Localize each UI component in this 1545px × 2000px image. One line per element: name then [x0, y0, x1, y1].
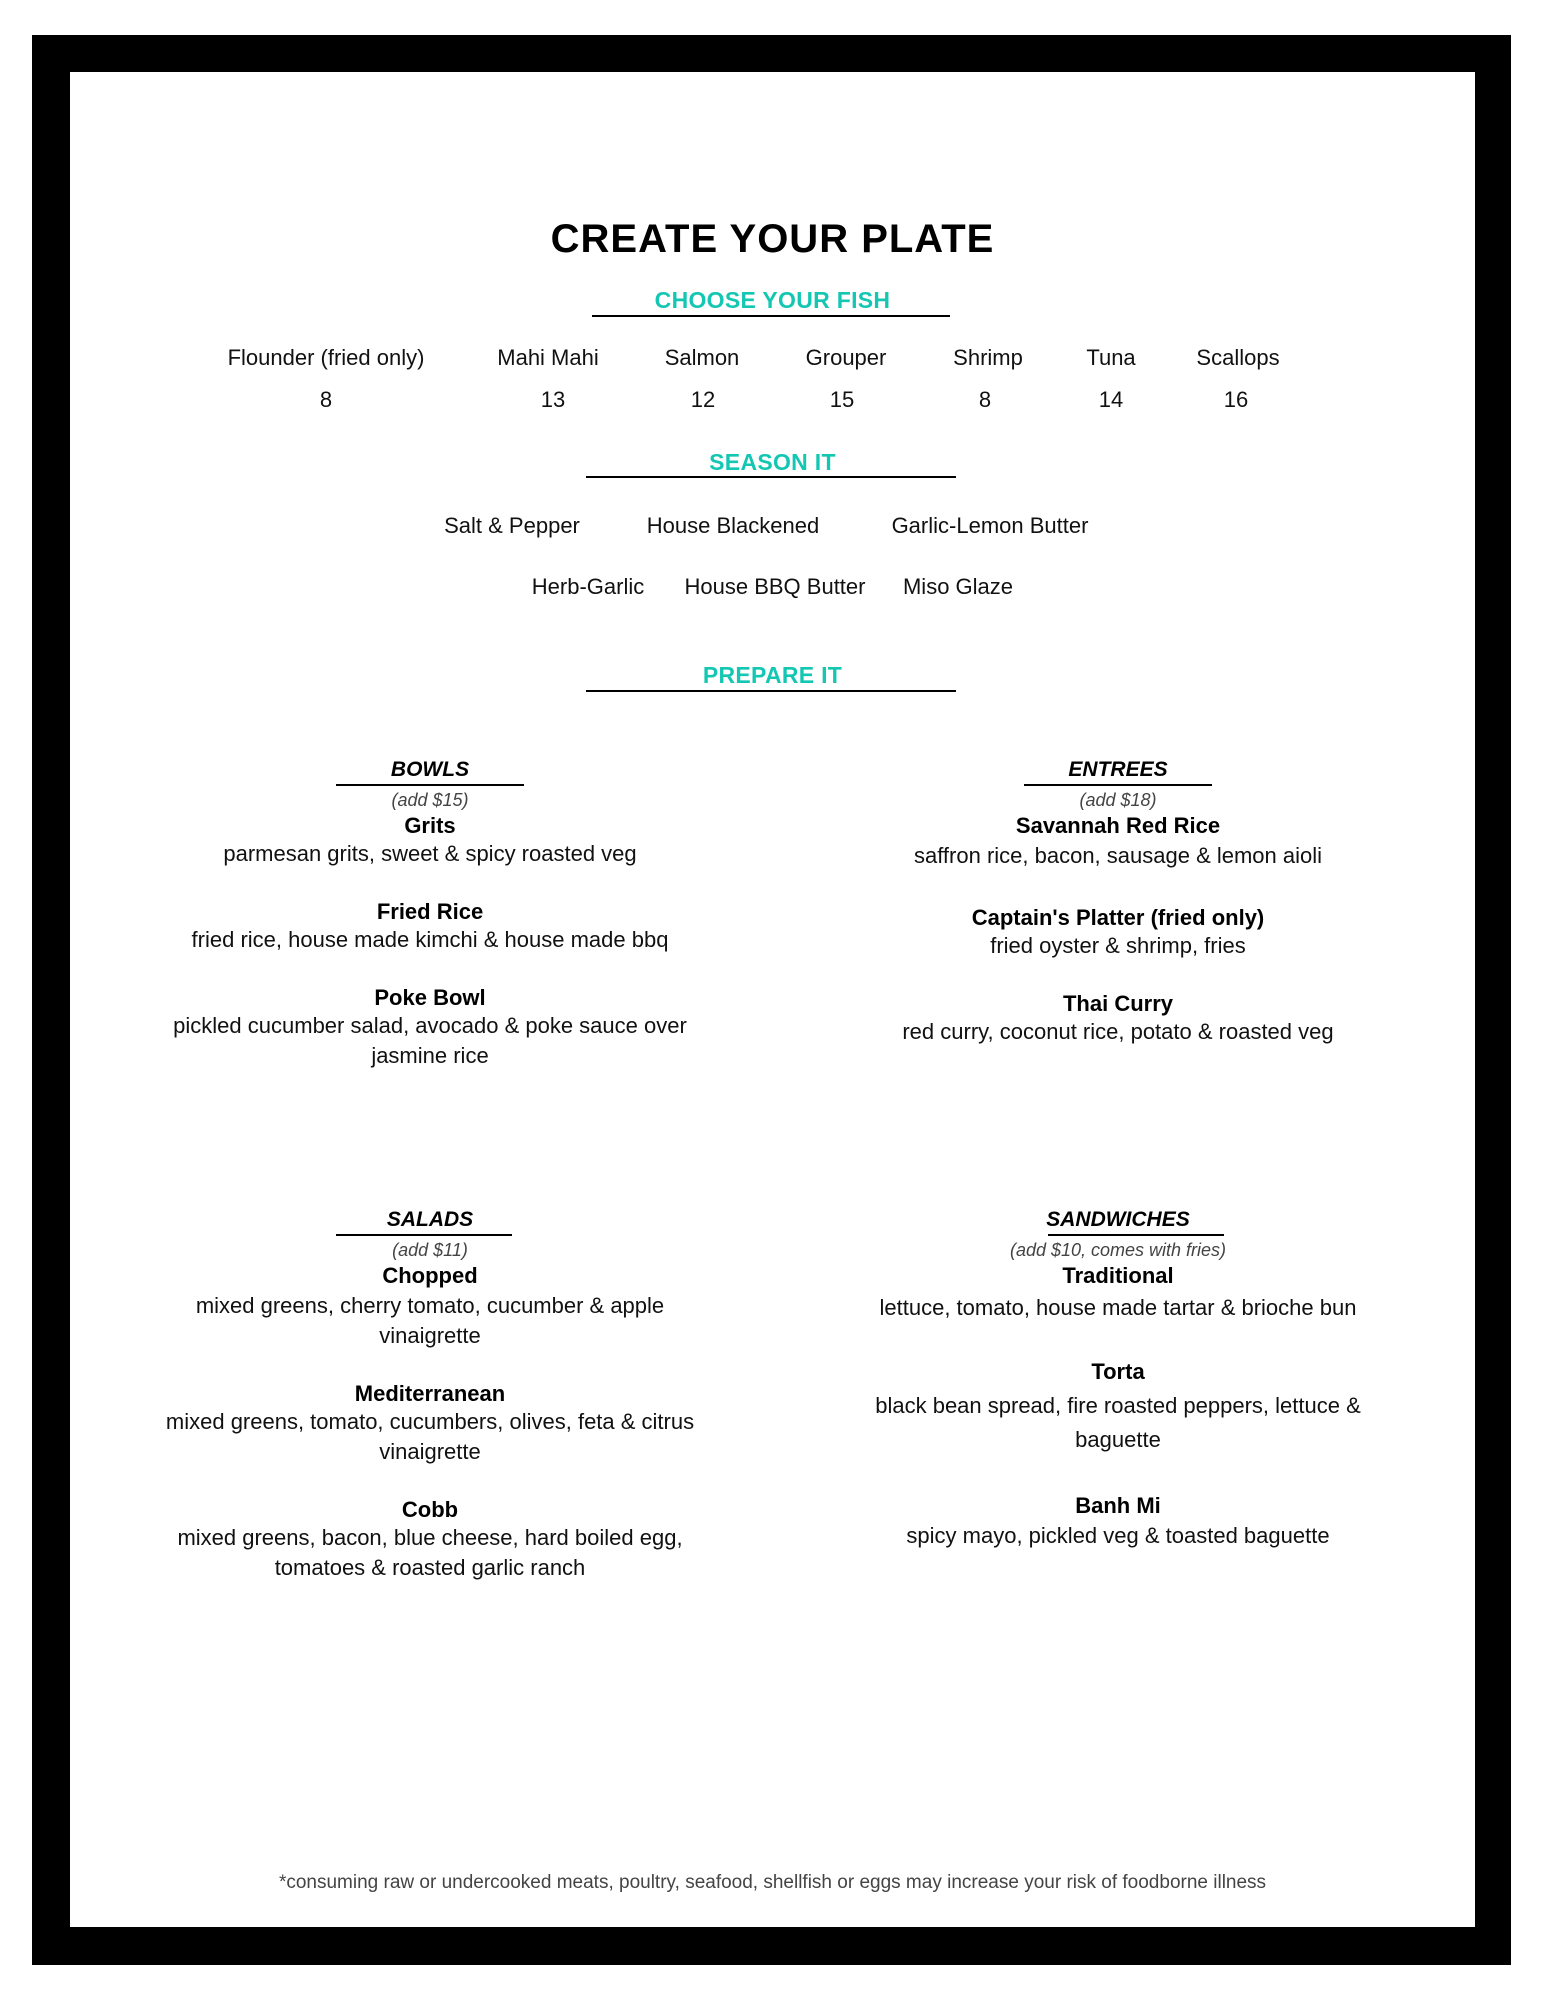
menu-item-desc: mixed greens, tomato, cucumbers, olives, feta & citrus vinaigrette: [165, 1409, 695, 1464]
menu-item-name: Torta: [1091, 1359, 1145, 1384]
fish-item-name: Salmon: [664, 345, 740, 370]
category-title-rule: [1048, 1234, 1224, 1236]
fish-item-price: 13: [540, 387, 566, 412]
prepare-heading-rule: [586, 690, 956, 692]
category-price-note: (add $18): [1079, 790, 1157, 810]
menu-item-desc: saffron rice, bacon, sausage & lemon aioli: [913, 843, 1323, 868]
menu-item-name: Chopped: [382, 1263, 478, 1288]
category-title: BOWLS: [390, 758, 470, 781]
entrees-category: [838, 758, 1398, 1047]
menu-item-desc: mixed greens, bacon, blue cheese, hard boiled egg, tomatoes & roasted garlic ranch: [177, 1525, 683, 1580]
category-title: ENTREES: [1068, 758, 1168, 781]
menu-item-desc: parmesan grits, sweet & spicy roasted veg: [223, 841, 637, 866]
season-option: Salt & Pepper: [444, 513, 580, 538]
category-title-rule: [336, 784, 524, 786]
menu-item-name: Grits: [404, 813, 456, 838]
menu-item-desc: spicy mayo, pickled veg & toasted baguette: [906, 1523, 1330, 1548]
menu-item-name: Cobb: [401, 1497, 459, 1522]
season-option: House Blackened: [646, 513, 820, 538]
menu-item-name: Mediterranean: [354, 1381, 506, 1406]
fish-heading-rule: [592, 315, 950, 317]
category-price-note: (add $15): [391, 790, 469, 810]
menu-item-desc: lettuce, tomato, house made tartar & brioche bun: [879, 1295, 1357, 1320]
fish-item-name: Shrimp: [953, 345, 1023, 370]
category-price-note: (add $11): [392, 1240, 468, 1260]
season-option: Miso Glaze: [902, 574, 1014, 599]
fish-item-price: 12: [690, 387, 716, 412]
category-title: SANDWICHES: [1046, 1208, 1190, 1231]
category-title: SALADS: [386, 1208, 474, 1231]
season-option: Herb-Garlic: [531, 574, 645, 599]
fish-item-price: 15: [829, 387, 855, 412]
menu-item-name: Traditional: [1062, 1263, 1174, 1288]
category-title-rule: [1024, 784, 1212, 786]
menu-item-name: Thai Curry: [1062, 991, 1174, 1016]
fish-item-price: 8: [978, 387, 992, 412]
menu-item-desc: red curry, coconut rice, potato & roasted veg: [902, 1019, 1334, 1044]
menu-item-desc: mixed greens, cherry tomato, cucumber & apple vinaigrette: [195, 1293, 665, 1348]
menu-item-desc: fried oyster & shrimp, fries: [990, 933, 1246, 958]
menu-item-desc: pickled cucumber salad, avocado & poke sauce over jasmine rice: [173, 1013, 687, 1068]
category-title-rule: [336, 1234, 512, 1236]
menu-item-name: Captain's Platter (fried only): [971, 905, 1265, 930]
menu-item-desc: fried rice, house made kimchi & house made bbq: [191, 927, 669, 952]
food-safety-disclaimer: *consuming raw or undercooked meats, poultry, seafood, shellfish or eggs may increase your risk of foodborne illness: [278, 1872, 1267, 1893]
page-title: CREATE YOUR PLATE: [550, 217, 995, 261]
menu-item-name: Poke Bowl: [374, 985, 486, 1010]
season-section-heading: SEASON IT: [709, 449, 836, 475]
bowls-category: [150, 758, 710, 1071]
fish-item-price: 16: [1223, 387, 1249, 412]
season-option: House BBQ Butter: [684, 574, 866, 599]
menu-item-name: Savannah Red Rice: [1015, 813, 1221, 838]
fish-item-price: 8: [319, 387, 333, 412]
fish-item-name: Grouper: [805, 345, 887, 370]
fish-item-name: Tuna: [1086, 345, 1136, 370]
season-heading-rule: [586, 476, 956, 478]
fish-section-heading: CHOOSE YOUR FISH: [654, 287, 891, 313]
prepare-section-heading: PREPARE IT: [702, 662, 843, 688]
fish-item-name: Flounder (fried only): [227, 345, 425, 370]
category-price-note: (add $10, comes with fries): [1009, 1240, 1227, 1260]
fish-item-price: 14: [1098, 387, 1124, 412]
menu-item-name: Banh Mi: [1075, 1493, 1161, 1518]
menu-page: [70, 72, 1475, 1927]
sandwiches-category: [838, 1208, 1398, 1551]
fish-item-name: Mahi Mahi: [497, 345, 599, 370]
season-option: Garlic-Lemon Butter: [891, 513, 1089, 538]
fish-item-name: Scallops: [1196, 345, 1280, 370]
menu-item-desc: black bean spread, fire roasted peppers, lettuce & baguette: [875, 1393, 1361, 1452]
menu-item-name: Fried Rice: [376, 899, 484, 924]
salads-category: [150, 1208, 710, 1583]
